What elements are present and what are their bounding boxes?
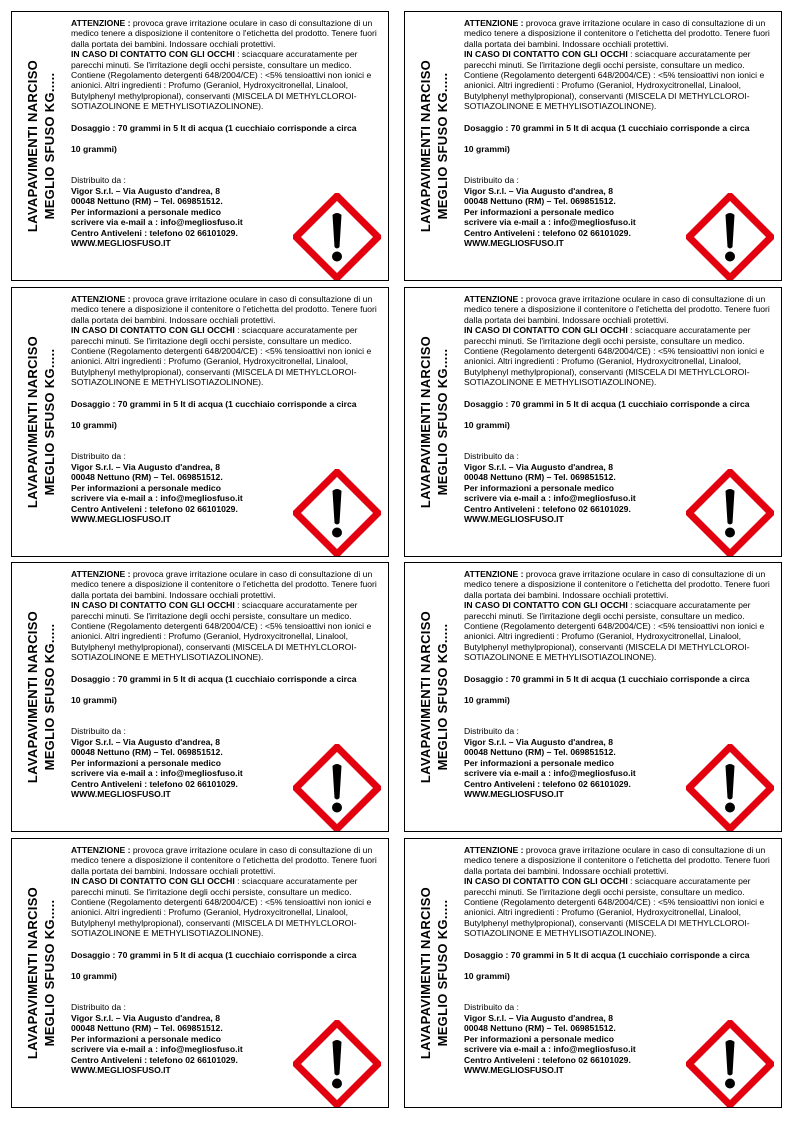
product-label	[404, 562, 782, 832]
distributor-label: Distribuito da :	[71, 1002, 126, 1013]
product-name-vertical	[18, 12, 64, 280]
product-name-vertical	[411, 288, 457, 556]
product-name-line2: MEGLIO SFUSO KG.....	[435, 899, 450, 1047]
product-name-line1: LAVAPAVIMENTI NARCISO	[25, 610, 40, 784]
eye-contact-label: IN CASO DI CONTATTO CON GLI OCCHI	[464, 876, 628, 887]
product-name-line2: MEGLIO SFUSO KG.....	[42, 623, 57, 771]
warning-text: provoca grave irritazione oculare in caso di consultazione di un medico tenere a disposizione il contenitore o l'etichetta del prodotto. Tenere fuori dalla portata dei bambini. Indossare occhiali protettivi.	[71, 845, 377, 876]
warning-paragraph	[71, 569, 385, 600]
distributor-label: Distribuito da :	[464, 1002, 519, 1013]
distributor-label: Distribuito da :	[71, 175, 126, 186]
product-label	[11, 562, 389, 832]
ghs07-exclamation-mark-icon	[686, 744, 774, 832]
dosage-text: Dosaggio : 70 grammi in 5 lt di acqua (1 cucchiaio corrisponde a circa	[71, 122, 357, 133]
eye-contact-label: IN CASO DI CONTATTO CON GLI OCCHI	[71, 876, 235, 887]
medical-info-line2: scrivere via e-mail a : info@megliosfuso.it	[464, 493, 636, 504]
warning-label: ATTENZIONE :	[464, 18, 524, 28]
product-label	[11, 11, 389, 281]
address-line2: 00048 Nettuno (RM) – Tel. 069851512.	[464, 196, 616, 207]
warning-paragraph	[71, 294, 385, 325]
warning-paragraph	[464, 294, 778, 325]
warning-label: ATTENZIONE :	[71, 845, 131, 855]
product-label	[404, 11, 782, 281]
poison-center: Centro Antiveleni : telefono 02 66101029.	[464, 1054, 631, 1065]
warning-text: provoca grave irritazione oculare in caso di consultazione di un medico tenere a disposizione il contenitore o l'etichetta del prodotto. Tenere fuori dalla portata dei bambini. Indossare occhiali protettivi.	[464, 845, 770, 876]
address-line2: 00048 Nettuno (RM) – Tel. 069851512.	[464, 1023, 616, 1034]
poison-center: Centro Antiveleni : telefono 02 66101029.	[71, 227, 238, 238]
medical-info-line2: scrivere via e-mail a : info@megliosfuso.it	[71, 1044, 243, 1055]
warning-paragraph	[464, 845, 778, 876]
website: WWW.MEGLIOSFUSO.IT	[71, 788, 171, 799]
address-line1: Vigor S.r.l. – Via Augusto d'andrea, 8	[464, 1012, 613, 1023]
product-name-vertical	[18, 839, 64, 1107]
poison-center: Centro Antiveleni : telefono 02 66101029.	[71, 778, 238, 789]
product-name-line1: LAVAPAVIMENTI NARCISO	[418, 886, 433, 1060]
eye-contact-text: : sciacquare accuratamente per parecchi minuti. Se l'irritazione degli occhi persiste, consultare un medico. Contiene (Regolamento detergenti 648/2004/CE) : <5% tensioattivi non ionici e anionici. Altri ingredienti : Profumo (Geraniol, Hydroxycitronellal, Linalool, Butylphenyl methylpropional), conservanti (MISCELA DI METHYLCLOROI-SOTIAZOLINONE E METHYLISOTIAZOLINONE).	[464, 325, 765, 388]
medical-info-line2: scrivere via e-mail a : info@megliosfuso.it	[71, 493, 243, 504]
distributor-label: Distribuito da :	[71, 726, 126, 737]
dosage-text-cont: 10 grammi)	[71, 144, 117, 155]
poison-center: Centro Antiveleni : telefono 02 66101029.	[71, 1054, 238, 1065]
warning-text: provoca grave irritazione oculare in caso di consultazione di un medico tenere a disposizione il contenitore o l'etichetta del prodotto. Tenere fuori dalla portata dei bambini. Indossare occhiali protettivi.	[71, 294, 377, 325]
eye-contact-text: : sciacquare accuratamente per parecchi minuti. Se l'irritazione degli occhi persiste, consultare un medico. Contiene (Regolamento detergenti 648/2004/CE) : <5% tensioattivi non ionici e anionici. Altri ingredienti : Profumo (Geraniol, Hydroxycitronellal, Linalool, Butylphenyl methylpropional), conservanti (MISCELA DI METHYLCLOROI-SOTIAZOLINONE E METHYLISOTIAZOLINONE).	[71, 876, 372, 939]
warning-text: provoca grave irritazione oculare in caso di consultazione di un medico tenere a disposizione il contenitore o l'etichetta del prodotto. Tenere fuori dalla portata dei bambini. Indossare occhiali protettivi.	[71, 18, 377, 49]
address-line1: Vigor S.r.l. – Via Augusto d'andrea, 8	[71, 461, 220, 472]
product-name-line1: LAVAPAVIMENTI NARCISO	[25, 59, 40, 233]
poison-center: Centro Antiveleni : telefono 02 66101029.	[71, 503, 238, 514]
website: WWW.MEGLIOSFUSO.IT	[71, 1064, 171, 1075]
address-line1: Vigor S.r.l. – Via Augusto d'andrea, 8	[71, 185, 220, 196]
distributor-label: Distribuito da :	[71, 451, 126, 462]
medical-info-line2: scrivere via e-mail a : info@megliosfuso.it	[71, 217, 243, 228]
ghs07-exclamation-mark-icon	[686, 193, 774, 281]
product-name-vertical	[411, 563, 457, 831]
website: WWW.MEGLIOSFUSO.IT	[71, 237, 171, 248]
product-name-vertical	[411, 839, 457, 1107]
distributor-label: Distribuito da :	[464, 451, 519, 462]
eye-contact-label: IN CASO DI CONTATTO CON GLI OCCHI	[464, 600, 628, 611]
dosage-text-cont: 10 grammi)	[464, 695, 510, 706]
dosage-text-cont: 10 grammi)	[464, 971, 510, 982]
product-name-line2: MEGLIO SFUSO KG.....	[435, 348, 450, 496]
dosage-text-cont: 10 grammi)	[71, 420, 117, 431]
website: WWW.MEGLIOSFUSO.IT	[71, 513, 171, 524]
distributor-label: Distribuito da :	[464, 726, 519, 737]
product-label	[11, 287, 389, 557]
warning-label: ATTENZIONE :	[464, 845, 524, 855]
eye-contact-text: : sciacquare accuratamente per parecchi minuti. Se l'irritazione degli occhi persiste, consultare un medico. Contiene (Regolamento detergenti 648/2004/CE) : <5% tensioattivi non ionici e anionici. Altri ingredienti : Profumo (Geraniol, Hydroxycitronellal, Linalool, Butylphenyl methylpropional), conservanti (MISCELA DI METHYLCLOROI-SOTIAZOLINONE E METHYLISOTIAZOLINONE).	[71, 49, 372, 112]
warning-label: ATTENZIONE :	[71, 294, 131, 304]
eye-contact-label: IN CASO DI CONTATTO CON GLI OCCHI	[71, 325, 235, 336]
poison-center: Centro Antiveleni : telefono 02 66101029.	[464, 503, 631, 514]
eye-contact-paragraph	[71, 49, 385, 111]
medical-info-line1: Per informazioni a personale medico	[464, 757, 614, 768]
eye-contact-paragraph	[71, 325, 385, 387]
dosage-text: Dosaggio : 70 grammi in 5 lt di acqua (1 cucchiaio corrisponde a circa	[464, 673, 750, 684]
medical-info-line2: scrivere via e-mail a : info@megliosfuso.it	[464, 768, 636, 779]
eye-contact-text: : sciacquare accuratamente per parecchi minuti. Se l'irritazione degli occhi persiste, consultare un medico. Contiene (Regolamento detergenti 648/2004/CE) : <5% tensioattivi non ionici e anionici. Altri ingredienti : Profumo (Geraniol, Hydroxycitronellal, Linalool, Butylphenyl methylpropional), conservanti (MISCELA DI METHYLCLOROI-SOTIAZOLINONE E METHYLISOTIAZOLINONE).	[464, 49, 765, 112]
dosage-text: Dosaggio : 70 grammi in 5 lt di acqua (1 cucchiaio corrisponde a circa	[71, 673, 357, 684]
warning-label: ATTENZIONE :	[71, 18, 131, 28]
medical-info-line1: Per informazioni a personale medico	[71, 482, 221, 493]
product-name-line2: MEGLIO SFUSO KG.....	[435, 623, 450, 771]
product-name-line2: MEGLIO SFUSO KG.....	[42, 899, 57, 1047]
poison-center: Centro Antiveleni : telefono 02 66101029.	[464, 227, 631, 238]
warning-text: provoca grave irritazione oculare in caso di consultazione di un medico tenere a disposizione il contenitore o l'etichetta del prodotto. Tenere fuori dalla portata dei bambini. Indossare occhiali protettivi.	[464, 294, 770, 325]
product-name-line1: LAVAPAVIMENTI NARCISO	[418, 59, 433, 233]
eye-contact-label: IN CASO DI CONTATTO CON GLI OCCHI	[464, 49, 628, 60]
dosage-text: Dosaggio : 70 grammi in 5 lt di acqua (1 cucchiaio corrisponde a circa	[464, 949, 750, 960]
medical-info-line1: Per informazioni a personale medico	[464, 206, 614, 217]
eye-contact-label: IN CASO DI CONTATTO CON GLI OCCHI	[71, 49, 235, 60]
product-label	[404, 838, 782, 1108]
address-line2: 00048 Nettuno (RM) – Tel. 069851512.	[464, 472, 616, 483]
eye-contact-label: IN CASO DI CONTATTO CON GLI OCCHI	[71, 600, 235, 611]
dosage-text: Dosaggio : 70 grammi in 5 lt di acqua (1 cucchiaio corrisponde a circa	[71, 949, 357, 960]
dosage-text-cont: 10 grammi)	[464, 144, 510, 155]
ghs07-exclamation-mark-icon	[686, 469, 774, 557]
medical-info-line2: scrivere via e-mail a : info@megliosfuso.it	[464, 1044, 636, 1055]
medical-info-line1: Per informazioni a personale medico	[71, 757, 221, 768]
distributor-label: Distribuito da :	[464, 175, 519, 186]
warning-paragraph	[71, 18, 385, 49]
product-name-line1: LAVAPAVIMENTI NARCISO	[418, 610, 433, 784]
product-name-vertical	[411, 12, 457, 280]
product-name-line2: MEGLIO SFUSO KG.....	[42, 72, 57, 220]
website: WWW.MEGLIOSFUSO.IT	[464, 788, 564, 799]
website: WWW.MEGLIOSFUSO.IT	[464, 1064, 564, 1075]
address-line2: 00048 Nettuno (RM) – Tel. 069851512.	[71, 1023, 223, 1034]
eye-contact-paragraph	[464, 325, 778, 387]
address-line2: 00048 Nettuno (RM) – Tel. 069851512.	[71, 196, 223, 207]
warning-paragraph	[464, 18, 778, 49]
ghs07-exclamation-mark-icon	[293, 193, 381, 281]
dosage-text: Dosaggio : 70 grammi in 5 lt di acqua (1 cucchiaio corrisponde a circa	[71, 398, 357, 409]
address-line1: Vigor S.r.l. – Via Augusto d'andrea, 8	[464, 185, 613, 196]
dosage-text-cont: 10 grammi)	[71, 695, 117, 706]
warning-paragraph	[71, 845, 385, 876]
warning-label: ATTENZIONE :	[71, 569, 131, 579]
dosage-text: Dosaggio : 70 grammi in 5 lt di acqua (1 cucchiaio corrisponde a circa	[464, 398, 750, 409]
dosage-text-cont: 10 grammi)	[464, 420, 510, 431]
product-name-vertical	[18, 288, 64, 556]
warning-text: provoca grave irritazione oculare in caso di consultazione di un medico tenere a disposizione il contenitore o l'etichetta del prodotto. Tenere fuori dalla portata dei bambini. Indossare occhiali protettivi.	[464, 569, 770, 600]
ghs07-exclamation-mark-icon	[293, 469, 381, 557]
eye-contact-text: : sciacquare accuratamente per parecchi minuti. Se l'irritazione degli occhi persiste, consultare un medico. Contiene (Regolamento detergenti 648/2004/CE) : <5% tensioattivi non ionici e anionici. Altri ingredienti : Profumo (Geraniol, Hydroxycitronellal, Linalool, Butylphenyl methylpropional), conservanti (MISCELA DI METHYLCLOROI-SOTIAZOLINONE E METHYLISOTIAZOLINONE).	[464, 876, 765, 939]
ghs07-exclamation-mark-icon	[293, 744, 381, 832]
eye-contact-paragraph	[464, 49, 778, 111]
eye-contact-paragraph	[464, 876, 778, 938]
warning-text: provoca grave irritazione oculare in caso di consultazione di un medico tenere a disposizione il contenitore o l'etichetta del prodotto. Tenere fuori dalla portata dei bambini. Indossare occhiali protettivi.	[464, 18, 770, 49]
address-line1: Vigor S.r.l. – Via Augusto d'andrea, 8	[464, 461, 613, 472]
medical-info-line1: Per informazioni a personale medico	[71, 1033, 221, 1044]
poison-center: Centro Antiveleni : telefono 02 66101029.	[464, 778, 631, 789]
medical-info-line2: scrivere via e-mail a : info@megliosfuso.it	[71, 768, 243, 779]
eye-contact-label: IN CASO DI CONTATTO CON GLI OCCHI	[464, 325, 628, 336]
medical-info-line1: Per informazioni a personale medico	[464, 482, 614, 493]
eye-contact-paragraph	[71, 876, 385, 938]
product-label	[11, 838, 389, 1108]
warning-label: ATTENZIONE :	[464, 569, 524, 579]
product-label	[404, 287, 782, 557]
address-line1: Vigor S.r.l. – Via Augusto d'andrea, 8	[71, 736, 220, 747]
address-line2: 00048 Nettuno (RM) – Tel. 069851512.	[464, 747, 616, 758]
website: WWW.MEGLIOSFUSO.IT	[464, 237, 564, 248]
product-name-line1: LAVAPAVIMENTI NARCISO	[25, 886, 40, 1060]
dosage-text-cont: 10 grammi)	[71, 971, 117, 982]
warning-text: provoca grave irritazione oculare in caso di consultazione di un medico tenere a disposizione il contenitore o l'etichetta del prodotto. Tenere fuori dalla portata dei bambini. Indossare occhiali protettivi.	[71, 569, 377, 600]
product-name-line2: MEGLIO SFUSO KG.....	[435, 72, 450, 220]
product-name-line1: LAVAPAVIMENTI NARCISO	[25, 335, 40, 509]
ghs07-exclamation-mark-icon	[686, 1020, 774, 1108]
eye-contact-paragraph	[71, 600, 385, 662]
address-line1: Vigor S.r.l. – Via Augusto d'andrea, 8	[71, 1012, 220, 1023]
website: WWW.MEGLIOSFUSO.IT	[464, 513, 564, 524]
product-name-vertical	[18, 563, 64, 831]
eye-contact-text: : sciacquare accuratamente per parecchi minuti. Se l'irritazione degli occhi persiste, consultare un medico. Contiene (Regolamento detergenti 648/2004/CE) : <5% tensioattivi non ionici e anionici. Altri ingredienti : Profumo (Geraniol, Hydroxycitronellal, Linalool, Butylphenyl methylpropional), conservanti (MISCELA DI METHYLCLOROI-SOTIAZOLINONE E METHYLISOTIAZOLINONE).	[71, 600, 372, 663]
medical-info-line1: Per informazioni a personale medico	[464, 1033, 614, 1044]
ghs07-exclamation-mark-icon	[293, 1020, 381, 1108]
address-line2: 00048 Nettuno (RM) – Tel. 069851512.	[71, 747, 223, 758]
eye-contact-text: : sciacquare accuratamente per parecchi minuti. Se l'irritazione degli occhi persiste, consultare un medico. Contiene (Regolamento detergenti 648/2004/CE) : <5% tensioattivi non ionici e anionici. Altri ingredienti : Profumo (Geraniol, Hydroxycitronellal, Linalool, Butylphenyl methylpropional), conservanti (MISCELA DI METHYLCLOROI-SOTIAZOLINONE E METHYLISOTIAZOLINONE).	[464, 600, 765, 663]
medical-info-line1: Per informazioni a personale medico	[71, 206, 221, 217]
eye-contact-text: : sciacquare accuratamente per parecchi minuti. Se l'irritazione degli occhi persiste, consultare un medico. Contiene (Regolamento detergenti 648/2004/CE) : <5% tensioattivi non ionici e anionici. Altri ingredienti : Profumo (Geraniol, Hydroxycitronellal, Linalool, Butylphenyl methylpropional), conservanti (MISCELA DI METHYLCLOROI-SOTIAZOLINONE E METHYLISOTIAZOLINONE).	[71, 325, 372, 388]
address-line1: Vigor S.r.l. – Via Augusto d'andrea, 8	[464, 736, 613, 747]
dosage-text: Dosaggio : 70 grammi in 5 lt di acqua (1 cucchiaio corrisponde a circa	[464, 122, 750, 133]
warning-paragraph	[464, 569, 778, 600]
address-line2: 00048 Nettuno (RM) – Tel. 069851512.	[71, 472, 223, 483]
medical-info-line2: scrivere via e-mail a : info@megliosfuso.it	[464, 217, 636, 228]
product-name-line2: MEGLIO SFUSO KG.....	[42, 348, 57, 496]
eye-contact-paragraph	[464, 600, 778, 662]
warning-label: ATTENZIONE :	[464, 294, 524, 304]
product-name-line1: LAVAPAVIMENTI NARCISO	[418, 335, 433, 509]
